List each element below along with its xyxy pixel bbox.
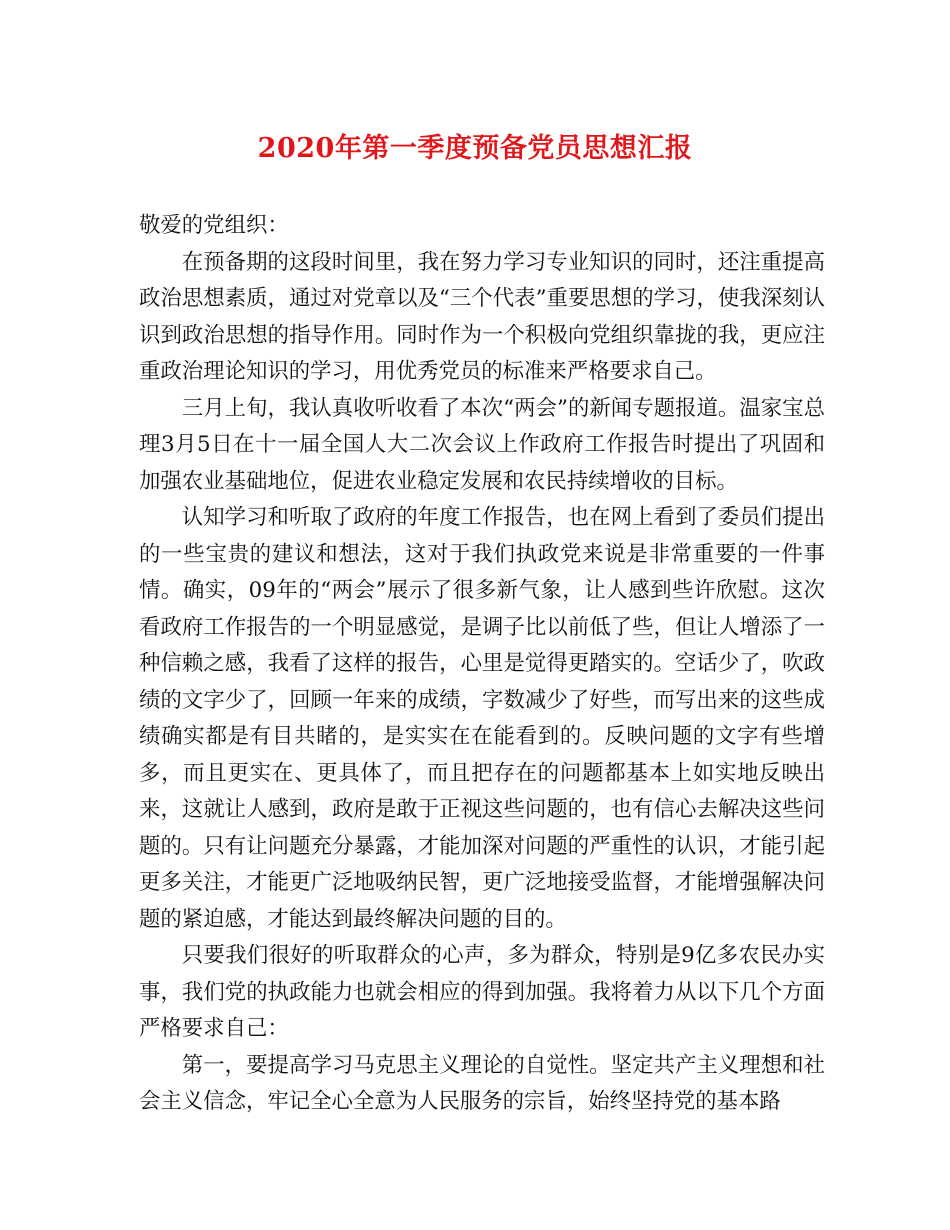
document-title: 2020年第一季度预备党员思想汇报 xyxy=(257,133,693,164)
paragraph-3: 认知学习和听取了政府的年度工作报告，也在网上看到了委员们提出的一些宝贵的建议和想法，这对于我们执政党来说是非常重要的一件事情。确实，09年的“两会”展示了很多新气象，让人感到些许欣慰。这次看政府工作报告的一个明显感觉，是调子比以前低了些，但让人增添了一种信赖之感，我看了这样的报告，心里是觉得更踏实的。空话少了，吹政绩的文字少了，回顾一年来的成绩，字数减少了好些，而写出来的这些成绩确实都是有目共睹的，是实实在在能看到的。反映问题的文字有些增多，而且更实在、更具体了，而且把存在的问题都基本上如实地反映出来，这就让人感到，政府是敢于正视这些问题的，也有信心去解决这些问题的。只有让问题充分暴露，才能加深对问题的严重性的认识，才能引起更多关注，才能更广泛地吸纳民智，更广泛地接受监督，才能增强解决问题的紧迫感，才能达到最终解决问题的目的。 xyxy=(139,505,825,932)
document-body xyxy=(139,208,825,1121)
paragraph-1: 在预备期的这段时间里，我在努力学习专业知识的同时，还注重提高政治思想素质，通过对党章以及“三个代表”重要思想的学习，使我深刻认识到政治思想的指导作用。同时作为一个积极向党组织靠拢的我，更应注重政治理论知识的学习，用优秀党员的标准来严格要求自己。 xyxy=(139,249,825,384)
paragraph-2: 三月上旬，我认真收听收看了本次“两会”的新闻专题报道。温家宝总理3月5日在十一届全国人大二次会议上作政府工作报告时提出了巩固和加强农业基础地位，促进农业稳定发展和农民持续增收的目标。 xyxy=(139,395,825,494)
paragraph-5: 第一，要提高学习马克思主义理论的自觉性。坚定共产主义理想和社会主义信念，牢记全心全意为人民服务的宗旨，始终坚持党的基本路 xyxy=(139,1052,825,1114)
paragraph-4: 只要我们很好的听取群众的心声，多为群众，特别是9亿多农民办实事，我们党的执政能力也就会相应的得到加强。我将着力从以下几个方面严格要求自己： xyxy=(139,943,825,1041)
salutation: 敬爱的党组织： xyxy=(139,213,289,238)
